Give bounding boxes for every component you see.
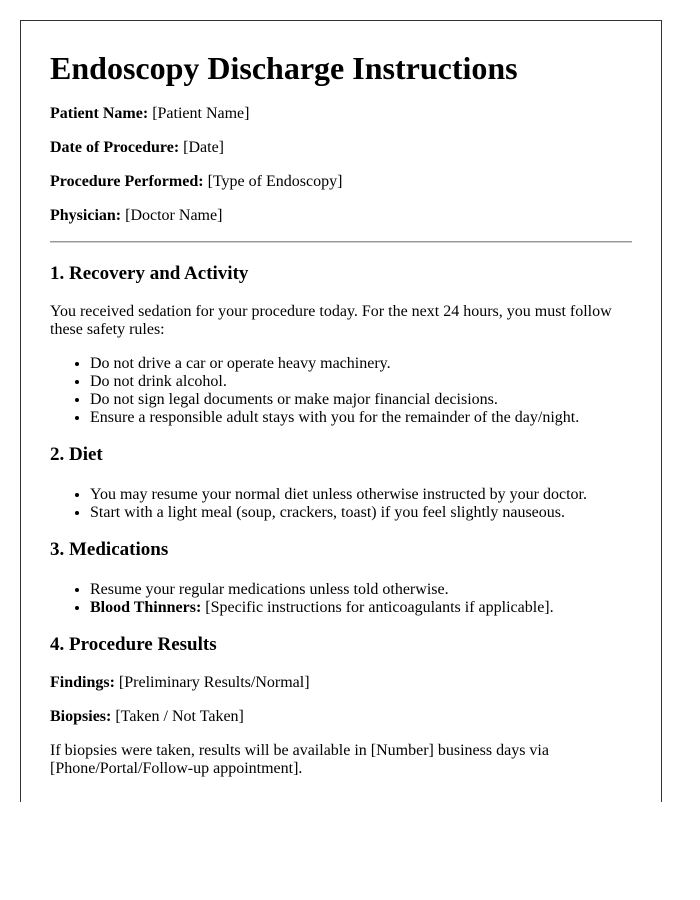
field-patient-name [50,105,632,123]
field-label: Biopsies: [50,708,112,725]
section-procedure-results [50,634,632,778]
list-item: • Do not drive a car or operate heavy machinery. [90,355,632,373]
field-value: [Taken / Not Taken] [115,708,244,725]
field-findings [50,674,632,692]
section-intro: You received sedation for your procedure today. For the next 24 hours, you must follow these safety rules: [50,303,612,338]
bullet-list [50,581,632,617]
section-medications [50,539,632,617]
section-recovery-and-activity [50,263,632,427]
item-label: Blood Thinners: [90,599,202,616]
list-item: • Start with a light meal (soup, crackers, toast) if you feel slightly nauseous. [90,504,632,522]
section-heading: 3. Medications [50,539,169,560]
list-item [90,599,632,617]
field-value: [Type of Endoscopy] [207,173,343,190]
section-heading: 1. Recovery and Activity [50,263,249,284]
field-label: Patient Name: [50,105,149,122]
field-value: [Preliminary Results/Normal] [118,674,310,691]
list-item: • Ensure a responsible adult stays with you for the remainder of the day/night. [90,409,632,427]
bullet-list [50,355,632,427]
bullet-list [50,486,632,522]
list-item: • Do not sign legal documents or make major financial decisions. [90,391,632,409]
document-content [21,50,661,778]
field-label: Date of Procedure: [50,139,180,156]
field-biopsies [50,708,632,726]
list-item: • You may resume your normal diet unless otherwise instructed by your doctor. [90,486,632,504]
results-note: If biopsies were taken, results will be available in [Number] business days via [Phone/Portal/Follow-up appointment]. [50,742,549,777]
section-divider [50,241,632,243]
field-label: Procedure Performed: [50,173,204,190]
field-label: Physician: [50,207,122,224]
section-diet [50,444,632,522]
field-date-of-procedure [50,139,632,157]
section-heading: 2. Diet [50,444,103,465]
document-title: Endoscopy Discharge Instructions [50,50,518,86]
field-physician [50,207,632,225]
section-heading: 4. Procedure Results [50,634,217,655]
field-label: Findings: [50,674,115,691]
document-page [20,20,662,802]
field-value: [Date] [183,139,224,156]
list-item: • Resume your regular medications unless told otherwise. [90,581,632,599]
field-value: [Doctor Name] [125,207,223,224]
list-item: • Do not drink alcohol. [90,373,632,391]
field-procedure-performed [50,173,632,191]
item-text: [Specific instructions for anticoagulants if applicable]. [205,599,554,616]
field-value: [Patient Name] [152,105,250,122]
